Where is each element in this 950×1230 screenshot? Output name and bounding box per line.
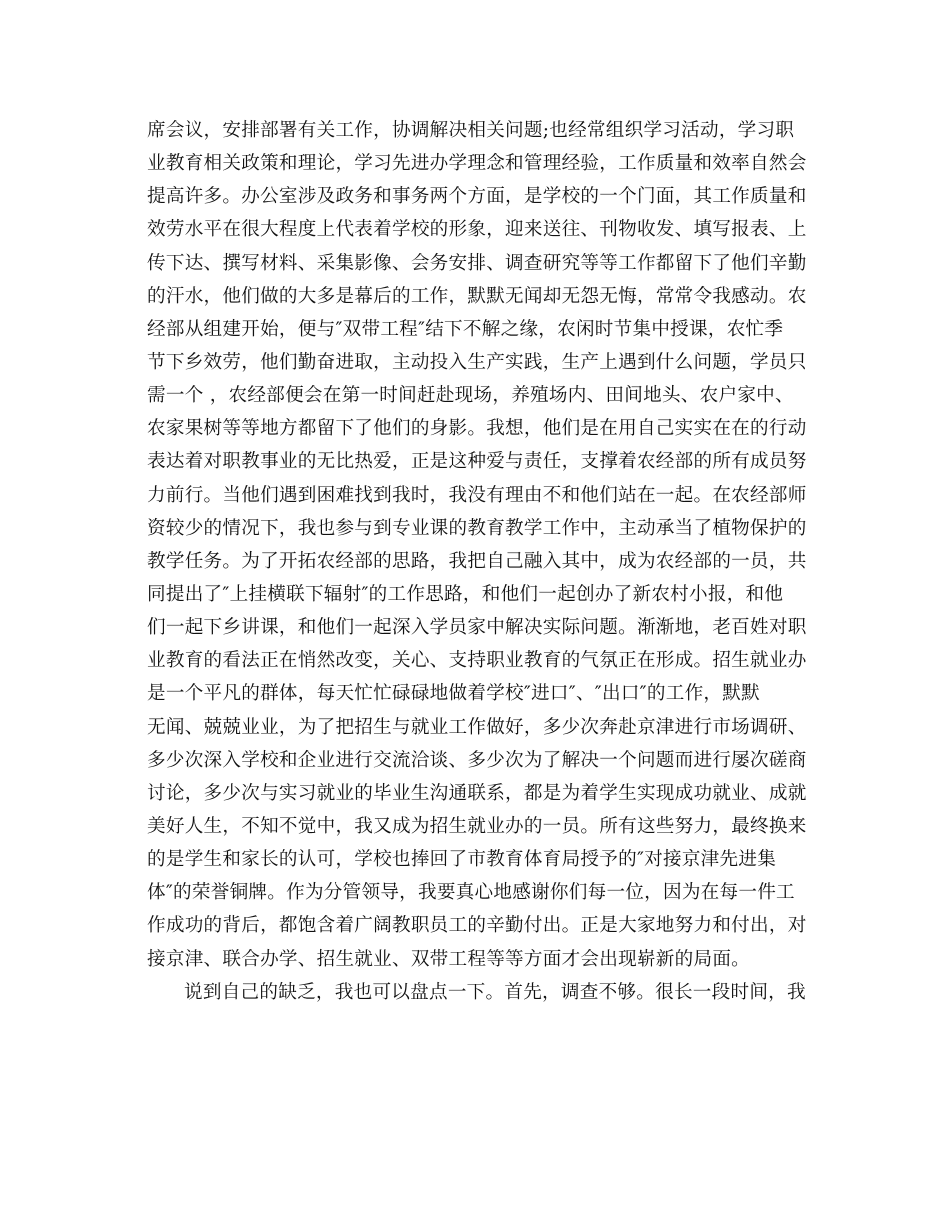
text-line: 同提出了″上挂横联下辐射″的工作思路，和他们一起创办了新农村小报，和他: [147, 583, 784, 605]
text-line: 业教育的看法正在悄然改变，关心、支持职业教育的气氛正在形成。招生就业办: [147, 650, 807, 672]
text-line: 资较少的情况下，我也参与到专业课的教育教学工作中，主动承当了植物保护的: [147, 517, 807, 539]
text-line: 的是学生和家长的认可，学校也捧回了市教育体育局授予的″对接京津先进集: [147, 849, 777, 871]
text-line: 表达着对职教事业的无比热爱，正是这种爱与责任，支撑着农经部的所有成员努: [147, 451, 807, 473]
text-line: 讨论，多少次与实习就业的毕业生沟通联系，都是为着学生实现成功就业、成就: [147, 782, 807, 804]
text-line: 的汗水，他们做的大多是幕后的工作，默默无闻却无怨无悔，常常令我感动。农: [147, 285, 807, 307]
text-line: 业教育相关政策和理论，学习先进办学理念和管理经验，工作质量和效率自然会: [147, 153, 807, 175]
paragraph: [147, 976, 807, 1009]
text-line: 需一个 ，农经部便会在第一时间赶赴现场，养殖场内、田间地头、农户家中、: [147, 385, 794, 407]
text-line: 提高许多。办公室涉及政务和事务两个方面，是学校的一个门面，其工作质量和: [147, 186, 807, 208]
text-line: 接京津、联合办学、招生就业、双带工程等等方面才会出现崭新的局面。: [147, 948, 751, 970]
text-line: 无闻、兢兢业业，为了把招生与就业工作做好，多少次奔赴京津进行市场调研、: [147, 716, 807, 738]
text-line: 经部从组建开始，便与″双带工程″结下不解之缘，农闲时节集中授课，农忙季: [147, 318, 784, 340]
text-line: 多少次深入学校和企业进行交流洽谈、多少次为了解决一个问题而进行屡次磋商: [147, 749, 807, 771]
text-line: 教学任务。为了开拓农经部的思路，我把自己融入其中，成为农经部的一员，共: [147, 550, 807, 572]
text-line: 说到自己的缺乏，我也可以盘点一下。首先，调查不够。很长一段时间，我: [184, 981, 806, 1003]
text-line: 体″的荣誉铜牌。作为分管领导，我要真心地感谢你们每一位，因为在每一件工: [147, 882, 795, 904]
text-line: 农家果树等等地方都留下了他们的身影。我想，他们是在用自己实实在在的行动: [147, 418, 807, 440]
text-line: 是一个平凡的群体，每天忙忙碌碌地做着学校″进口″、″出口″的工作，默默: [147, 683, 760, 705]
text-line: 效劳水平在很大程度上代表着学校的形象，迎来送往、刊物收发、填写报表、上: [147, 219, 807, 241]
text-line: 传下达、撰写材料、采集影像、会务安排、调查研究等等工作都留下了他们辛勤: [147, 252, 807, 274]
text-line: 美好人生，不知不觉中，我又成为招生就业办的一员。所有这些努力，最终换来: [147, 815, 807, 837]
document-body: [147, 114, 807, 1009]
text-line: 席会议，安排部署有关工作，协调解决相关问题;也经常组织学习活动，学习职: [147, 120, 795, 141]
text-line: 作成功的背后，都饱含着广阔教职员工的辛勤付出。正是大家地努力和付出，对: [147, 915, 807, 937]
paragraph: [147, 114, 807, 976]
text-line: 节下乡效劳，他们勤奋进取，主动投入生产实践，生产上遇到什么问题，学员只: [147, 351, 807, 373]
text-line: 力前行。当他们遇到困难找到我时，我没有理由不和他们站在一起。在农经部师: [147, 484, 807, 506]
text-line: 们一起下乡讲课，和他们一起深入学员家中解决实际问题。渐渐地，老百姓对职: [147, 617, 807, 639]
